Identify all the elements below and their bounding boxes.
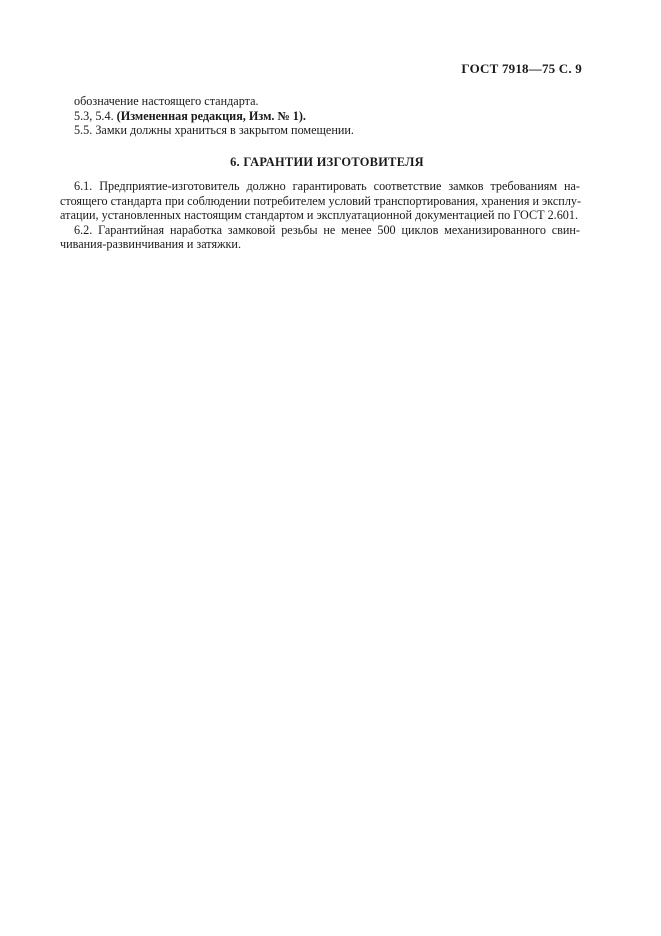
- section6-heading: 6. ГАРАНТИИ ИЗГОТОВИТЕЛЯ: [230, 154, 424, 169]
- item-5-3-number: 5.3, 5.4.: [74, 108, 114, 123]
- item-5-3-line: [74, 109, 580, 124]
- item-6-1-line-3: атации, установленных настоящим стандартом и эксплуатационной документацией по ГОСТ 2.601.: [60, 208, 579, 222]
- item-6-1-line-2: стоящего стандарта при соблюдении потребителем условий транспортирования, хранения и эксплу-: [60, 193, 582, 208]
- section5-continuation: обозначение настоящего стандарта.: [74, 94, 259, 108]
- item-5-3-amendment-note: (Измененная редакция, Изм. № 1).: [116, 108, 306, 123]
- page-running-title: ГОСТ 7918—75 С. 9: [461, 61, 582, 76]
- item-6-2-line-2: чивания-развинчивания и затяжки.: [60, 237, 241, 251]
- item-6-2-line-1: 6.2. Гарантийная наработка замковой резьбы не менее 500 циклов механизированного свин-: [74, 222, 580, 237]
- item-6-2: [60, 222, 580, 252]
- item-5-5: 5.5. Замки должны храниться в закрытом помещении.: [74, 123, 354, 137]
- item-6-1-line-1: 6.1. Предприятие-изготовитель должно гарантировать соответствие замков требованиям на-: [74, 179, 580, 193]
- item-6-1: [60, 179, 582, 223]
- document-body: [60, 94, 582, 252]
